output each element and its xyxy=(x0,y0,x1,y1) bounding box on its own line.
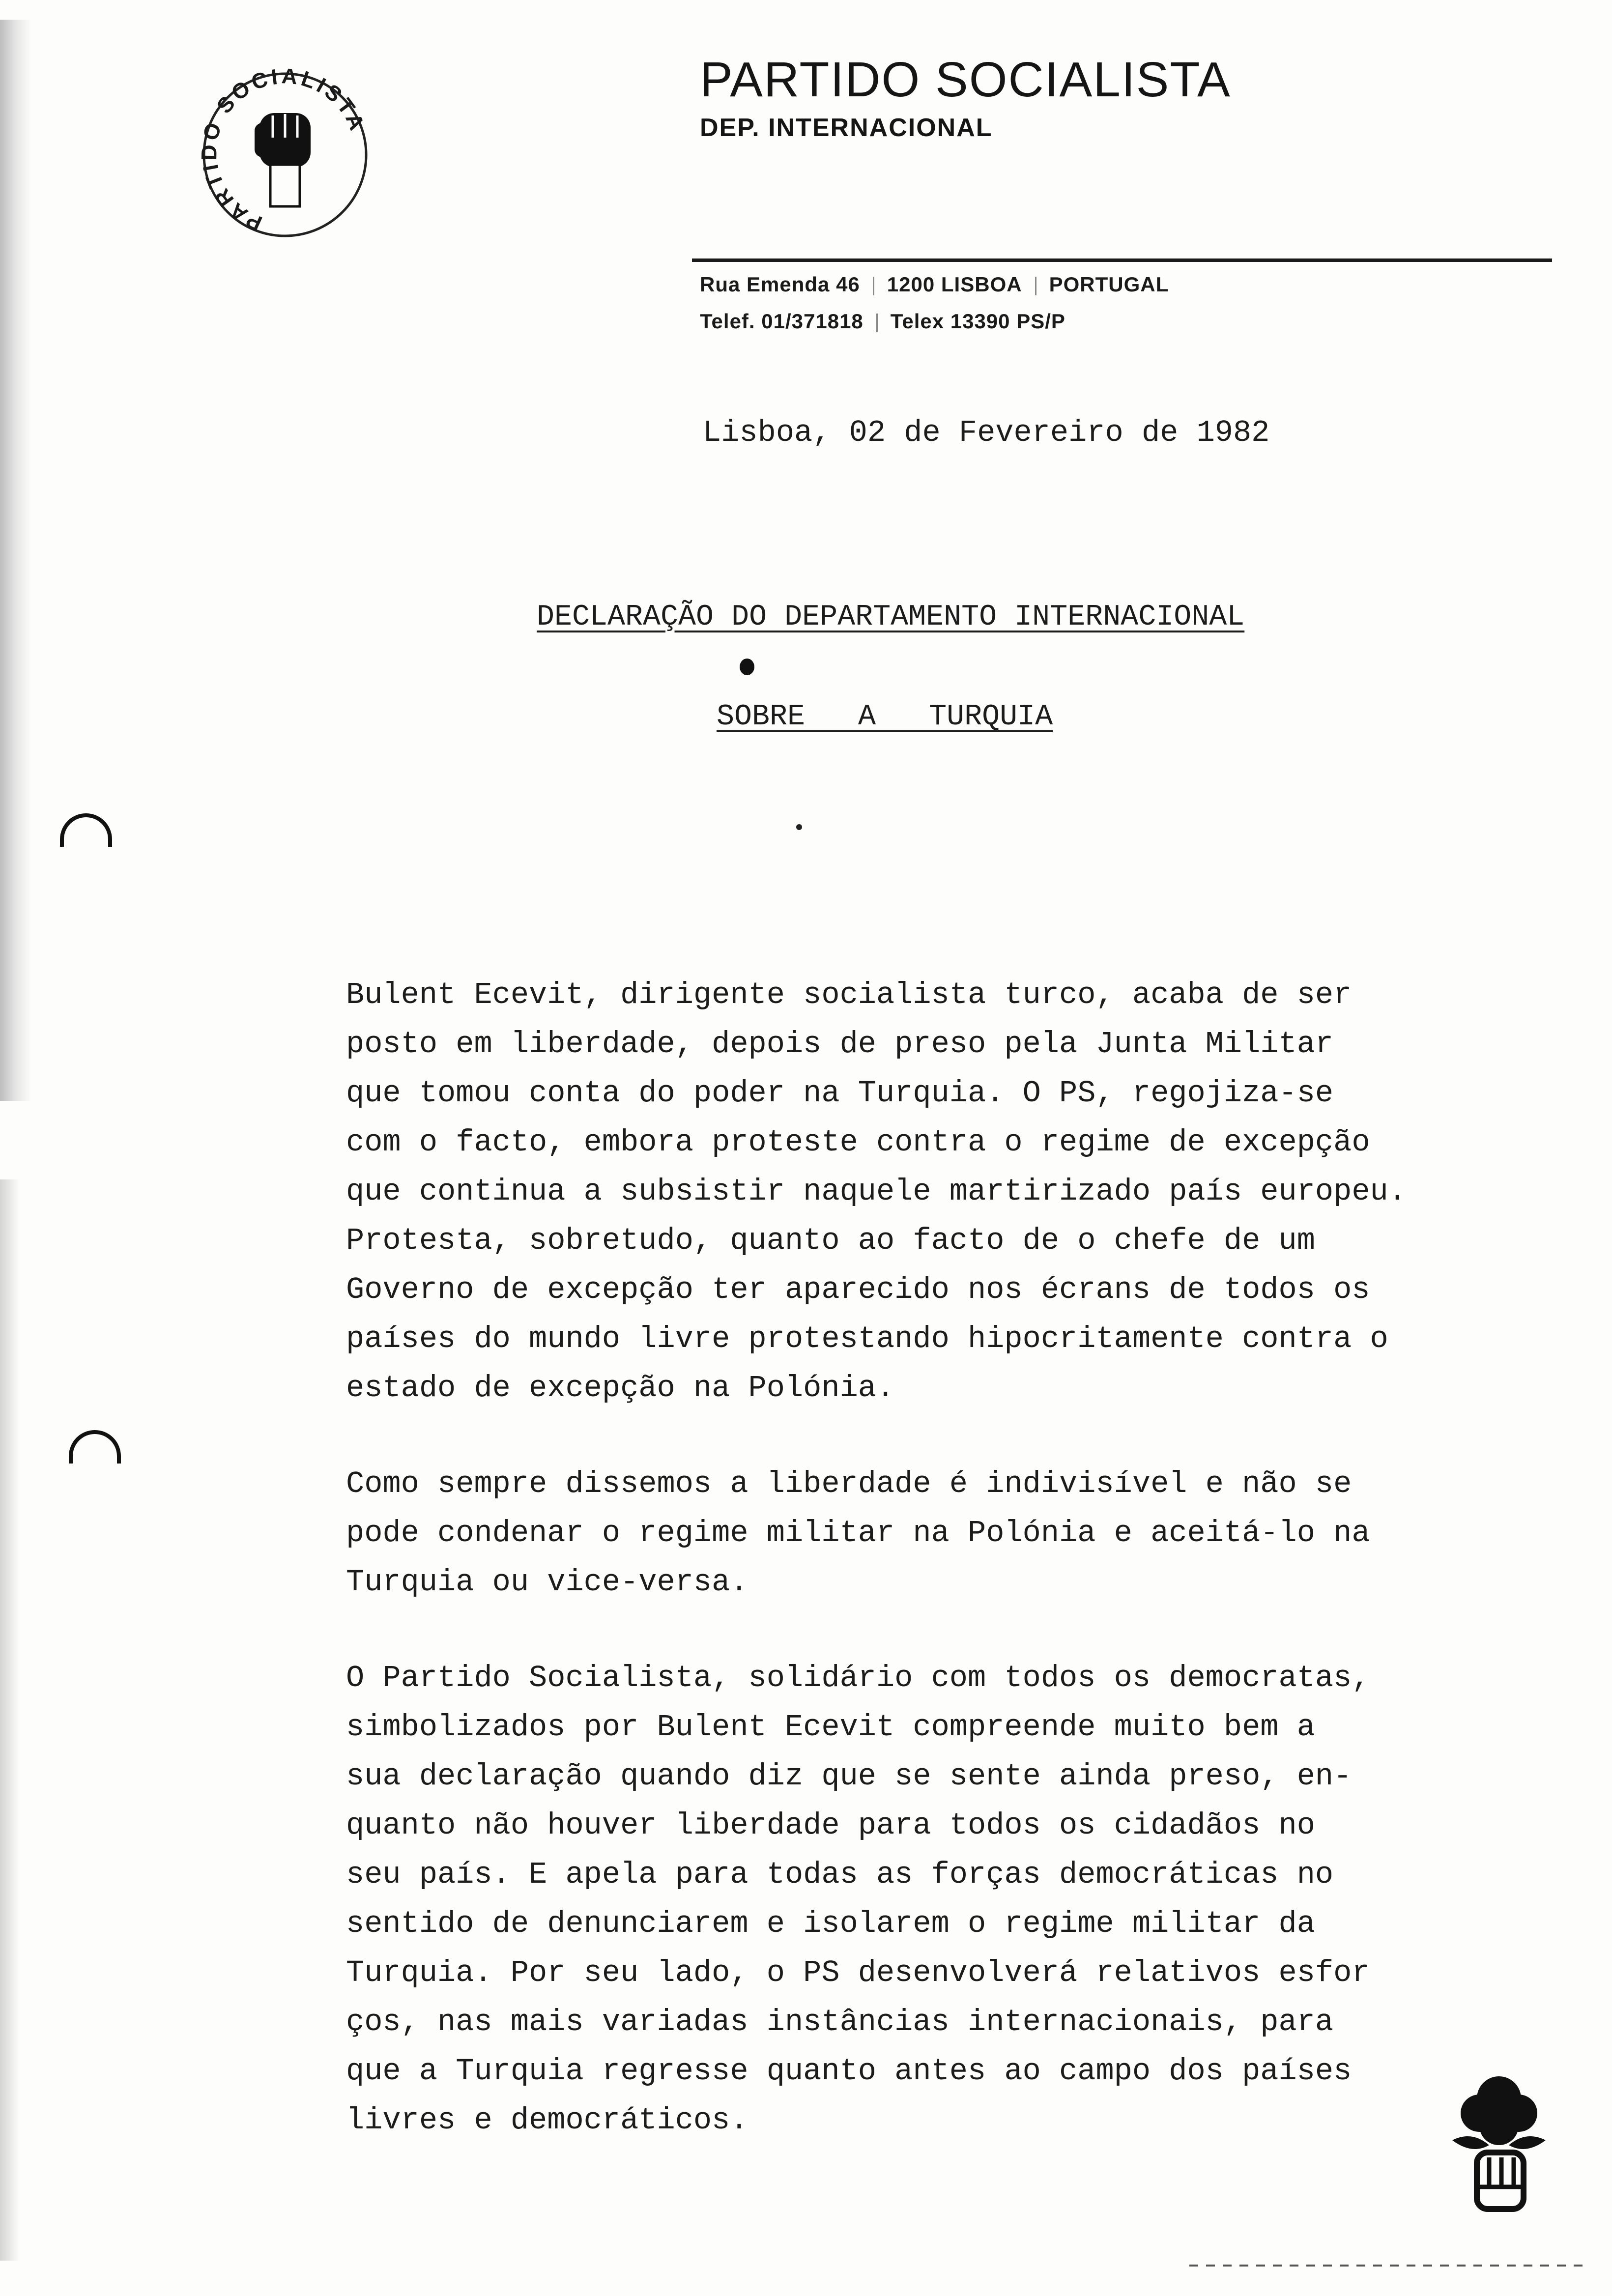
address-street: Rua Emenda 46 xyxy=(700,273,860,296)
paragraph-line: com o facto, embora proteste contra o regime de excepção xyxy=(346,1125,1370,1160)
ink-dot-small xyxy=(796,824,802,830)
ink-dot xyxy=(740,659,754,675)
paragraph-line: Como sempre dissemos a liberdade é indivisível e não se xyxy=(346,1466,1352,1501)
svg-text:PARTIDO SOCIALISTA: PARTIDO SOCIALISTA xyxy=(197,64,370,236)
organization-name: PARTIDO SOCIALISTA xyxy=(700,52,1231,107)
punch-hole-mark xyxy=(60,813,112,847)
paragraph-line: estado de excepção na Polónia. xyxy=(346,1371,895,1406)
punch-hole-mark xyxy=(69,1430,121,1464)
paragraph-line: países do mundo livre protestando hipocritamente contra o xyxy=(346,1321,1388,1356)
paragraph-line: Turquia ou vice-versa. xyxy=(346,1565,748,1600)
address-country: PORTUGAL xyxy=(1049,273,1169,296)
address-telex: Telex 13390 PS/P xyxy=(890,310,1065,333)
paragraph-line: pode condenar o regime militar na Polónia e aceitá-lo na xyxy=(346,1516,1370,1550)
paragraph-line: posto em liberdade, depois de preso pela Junta Militar xyxy=(346,1027,1334,1062)
paragraph-line: que tomou conta do poder na Turquia. O PS, regojiza-se xyxy=(346,1076,1334,1111)
paragraph-line: que a Turquia regresse quanto antes ao campo dos países xyxy=(346,2054,1352,2089)
paragraph-line: O Partido Socialista, solidário com todos os democratas, xyxy=(346,1661,1370,1695)
paragraph-line: quanto não houver liberdade para todos os cidadãos no xyxy=(346,1808,1315,1843)
rose-fist-emblem-icon xyxy=(1442,2071,1555,2219)
scan-edge-shadow-lower xyxy=(0,1179,20,2261)
paragraph-3 xyxy=(346,1654,1506,2145)
department-name: DEP. INTERNACIONAL xyxy=(700,114,993,142)
separator xyxy=(876,314,878,332)
declaration-subtitle: SOBRE A TURQUIA xyxy=(717,700,1053,734)
paragraph-line: sua declaração quando diz que se sente ainda preso, en- xyxy=(346,1759,1352,1794)
paragraph-line: sentido de denunciarem e isolarem o regime militar da xyxy=(346,1906,1315,1941)
paragraph-line: Protesta, sobretudo, quanto ao facto de o chefe de um xyxy=(346,1223,1315,1258)
paragraph-line: Turquia. Por seu lado, o PS desenvolverá relativos esfor xyxy=(346,1955,1370,1990)
paragraph-1 xyxy=(346,971,1506,1413)
separator xyxy=(873,277,874,295)
address-line xyxy=(700,273,1169,296)
paragraph-line: Bulent Ecevit, dirigente socialista turco, acaba de ser xyxy=(346,977,1352,1012)
address-phone: Telef. 01/371818 xyxy=(700,310,864,333)
separator xyxy=(1035,277,1036,295)
paragraph-line: ços, nas mais variadas instâncias internacionais, para xyxy=(346,2005,1334,2039)
declaration-title: DECLARAÇÃO DO DEPARTAMENTO INTERNACIONAL xyxy=(537,601,1245,634)
paragraph-line: simbolizados por Bulent Ecevit compreende muito bem a xyxy=(346,1710,1315,1745)
address-city: 1200 LISBOA xyxy=(887,273,1022,296)
paragraph-line: que continua a subsistir naquele martirizado país europeu. xyxy=(346,1174,1407,1209)
contact-line xyxy=(700,310,1065,333)
scan-edge-shadow xyxy=(0,20,31,1101)
date-line: Lisboa, 02 de Fevereiro de 1982 xyxy=(703,415,1270,450)
bottom-edge-marks xyxy=(1189,2265,1583,2267)
paragraph-2 xyxy=(346,1460,1506,1607)
paragraph-line: Governo de excepção ter aparecido nos écrans de todos os xyxy=(346,1272,1370,1307)
party-logo-fist-icon xyxy=(197,64,374,246)
paragraph-line: seu país. E apela para todas as forças democráticas no xyxy=(346,1857,1334,1892)
header-divider xyxy=(692,258,1552,262)
paragraph-line: livres e democráticos. xyxy=(346,2103,748,2138)
